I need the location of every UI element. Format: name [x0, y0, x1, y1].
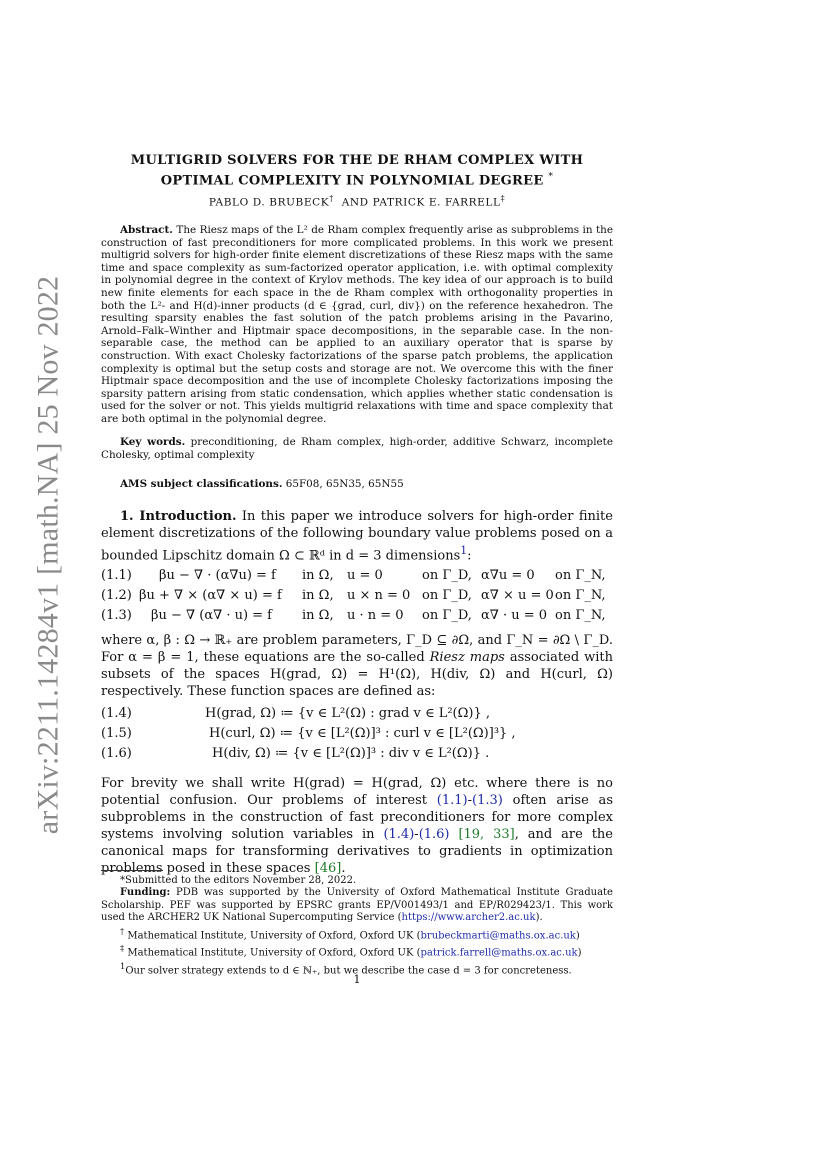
arxiv-identifier[interactable]: arXiv:2211.14284v1 [math.NA] 25 Nov 2022 — [31, 275, 64, 835]
title-line-1: MULTIGRID SOLVERS FOR THE DE RHAM COMPLEX WITH — [130, 153, 584, 168]
equation-number: (1.3) — [101, 608, 132, 623]
abstract-label: Abstract. — [120, 224, 173, 236]
citation-19-33[interactable]: [19, 33] — [458, 827, 515, 842]
space-definition: H(div, Ω) ≔ {v ∈ [L²(Ω)]³ : div v ∈ L²(Ω)} . — [212, 746, 490, 761]
email-farrell-link[interactable]: patrick.farrell@maths.ox.ac.uk — [420, 947, 578, 959]
intro-tail: : — [467, 548, 472, 564]
page-number: 1 — [353, 973, 361, 986]
footnote-funding — [101, 887, 613, 924]
footnote-1-text: Our solver strategy extends to d ∈ ℕ₊, but we describe the case d = 3 for concreteness. — [125, 965, 572, 977]
author-1-mark: † — [329, 194, 334, 203]
equation-number: (1.4) — [101, 706, 132, 721]
para3-text-1: For brevity we shall write H(grad) = H(grad, Ω) etc. where there is no potential confusion. Our problems of interest — [101, 776, 613, 808]
equation-bc-1: u × n = 0 — [347, 588, 411, 603]
equation-1-5 — [101, 726, 613, 746]
footnote-affiliation-1 — [101, 925, 613, 943]
affiliation-1-close: ) — [575, 929, 580, 941]
para2-emphasis: Riesz maps — [429, 650, 505, 665]
author-2-mark: ‡ — [500, 194, 506, 203]
space-definition: H(grad, Ω) ≔ {v ∈ L²(Ω) : grad v ∈ L²(Ω)} , — [205, 706, 491, 721]
space-definition: H(curl, Ω) ≔ {v ∈ [L²(Ω)]³ : curl v ∈ [L²(Ω)]³} , — [209, 726, 516, 741]
equation-bound-2: on Γ_N, — [555, 568, 606, 583]
equation-bc-1: u = 0 — [347, 568, 383, 583]
equation-lhs: βu + ∇ × (α∇ × u) = f — [139, 588, 282, 603]
author-and: AND — [341, 196, 369, 209]
equation-domain: in Ω, — [302, 588, 334, 603]
equation-number: (1.6) — [101, 746, 132, 761]
equation-domain: in Ω, — [302, 568, 334, 583]
para2-text-1: where α, β : Ω → ℝ₊ are problem parameters, Γ_D ⊆ ∂Ω, and Γ_N = ∂Ω \ Γ_D. For α = β = 1, these equations are the so-called — [101, 633, 613, 665]
eq-ref-1-4[interactable]: (1.4) — [383, 827, 415, 842]
equation-1-2 — [101, 588, 613, 608]
para3-text-3: , and are the canonical maps for transforming derivatives to gradients in optimization problems posed in these spaces — [101, 827, 613, 876]
affiliation-1-mark: † — [120, 925, 125, 936]
equation-number: (1.1) — [101, 568, 132, 583]
abstract — [101, 224, 613, 426]
equation-number: (1.5) — [101, 726, 132, 741]
ams-classifications — [101, 478, 613, 491]
equation-bc-2: α∇u = 0 — [481, 568, 535, 583]
ref-dash: - — [414, 827, 419, 842]
equation-lhs: βu − ∇ (α∇ · u) = f — [151, 608, 272, 623]
equation-bc-2: α∇ · u = 0 — [481, 608, 548, 623]
eq-ref-1-1[interactable]: (1.1) — [436, 793, 468, 808]
riesz-maps-paragraph — [101, 632, 613, 700]
author-1: PABLO D. BRUBECK — [208, 196, 330, 209]
equation-lhs: βu − ∇ · (α∇u) = f — [159, 568, 276, 583]
footnote-submitted: *Submitted to the editors November 28, 2022. — [120, 875, 357, 886]
ams-label: AMS subject classifications. — [120, 478, 283, 490]
footnote-1-link[interactable]: 1 — [460, 544, 468, 557]
footnote-divider — [101, 870, 163, 871]
equation-bound-1: on Γ_D, — [422, 608, 472, 623]
brevity-paragraph — [101, 775, 613, 877]
equation-domain: in Ω, — [302, 608, 334, 623]
eq-ref-1-3[interactable]: (1.3) — [472, 793, 503, 808]
archer2-link[interactable]: https://www.archer2.ac.uk — [401, 912, 536, 924]
affiliation-2-close: ) — [577, 947, 582, 959]
equation-bound-1: on Γ_D, — [422, 588, 472, 603]
footnote-affiliation-2 — [101, 942, 613, 960]
citation-46[interactable]: [46] — [314, 861, 342, 876]
arxiv-stamp — [28, 245, 68, 865]
author-2: PATRICK E. FARRELL — [372, 196, 501, 209]
funding-end: ). — [535, 912, 543, 924]
equation-bc-2: α∇ × u = 0 — [481, 588, 554, 603]
eq-ref-1-6[interactable]: (1.6) — [418, 827, 450, 842]
keywords-label: Key words. — [120, 436, 186, 448]
function-space-definitions — [101, 706, 613, 766]
affiliation-2-mark: ‡ — [120, 943, 125, 954]
title-line-2: OPTIMAL COMPLEXITY IN POLYNOMIAL DEGREE — [160, 173, 544, 189]
introduction-paragraph — [101, 508, 613, 564]
intro-text: In this paper we introduce solvers for high-order finite element discretizations of the following boundary value problems posed on a bounded Lipschitz domain Ω ⊂ ℝᵈ in d = 3 dimensions — [101, 509, 613, 564]
para2-text-2: associated with subsets of the spaces H(grad, Ω) = H¹(Ω), H(div, Ω) and H(curl, Ω) respectively. These function spaces are defined as: — [101, 650, 614, 699]
para3-text-4: . — [341, 861, 346, 876]
equation-1-4 — [101, 706, 613, 726]
ams-text: 65F08, 65N35, 65N55 — [285, 478, 404, 490]
equation-bound-2: on Γ_N, — [555, 588, 606, 603]
equation-1-1 — [101, 568, 613, 588]
footnote-1-mark: 1 — [120, 961, 126, 972]
title-footnote-mark: * — [548, 172, 554, 182]
equation-1-6 — [101, 746, 613, 766]
funding-label: Funding: — [120, 887, 171, 899]
keywords-text: preconditioning, de Rham complex, high-order, additive Schwarz, incomplete Cholesky, optimal complexity — [101, 436, 613, 461]
funding-text: PDB was supported by the University of Oxford Mathematical Institute Graduate Scholarship. PEF was supported by EPSRC grants EP/V001493/1 and EP/R029423/1. This work used the ARCHER2 UK National Supercomputing Service ( — [101, 887, 613, 924]
paper-title — [100, 152, 614, 189]
equation-number: (1.2) — [101, 588, 132, 603]
affiliation-2-text: Mathematical Institute, University of Oxford, Oxford UK ( — [127, 947, 421, 959]
equation-bound-1: on Γ_D, — [422, 568, 472, 583]
para3-text-2: often arise as subproblems in the construction of fast preconditioners for more complex systems involving solution variables in — [101, 793, 613, 842]
equation-1-3 — [101, 608, 613, 628]
abstract-text: The Riesz maps of the L² de Rham complex frequently arise as subproblems in the construction of fast preconditioners for more complicated problems. In this work we present multigrid solvers for high-order finite element discretizations of these Riesz maps with the same time and space complexity as sum-factorized operator application, i.e. with optimal complexity in polynomial degree in the context of Krylov methods. The key idea of our approach is to build new finite elements for each space in the de Rham complex with orthogonality properties in both the L²- and H(d)-inner products (d ∈ {grad, curl, div}) on the reference hexahedron. The resulting sparsity enables the fast solution of the patch problems arising in the Pavarino, Arnold–Falk–Winther and Hiptmair space decompositions, in the separable case. In the non-separable case, the method can be applied to an auxiliary operator that is sparse by construction. With exact Cholesky factorizations of the sparse patch problems, the application complexity is optimal but the setup costs and storage are not. We overcome this with the finer Hiptmair space decomposition and the use of incomplete Cholesky factorizations imposing the sparsity pattern arising from static condensation, which applies whether static condensation is used for the solver or not. This yields multigrid relaxations with time and space complexity that are both optimal in the polynomial degree. — [101, 224, 613, 425]
boundary-value-problems — [101, 568, 613, 628]
equation-bound-2: on Γ_N, — [555, 608, 606, 623]
author-list — [100, 194, 614, 209]
affiliation-1-text: Mathematical Institute, University of Oxford, Oxford UK ( — [127, 929, 421, 941]
ref-dash: - — [467, 793, 473, 808]
email-brubeck-link[interactable]: brubeckmarti@maths.ox.ac.uk — [420, 929, 576, 941]
section-heading: 1. Introduction. — [120, 509, 237, 524]
keywords — [101, 436, 613, 461]
footnotes — [101, 875, 613, 978]
equation-bc-1: u · n = 0 — [347, 608, 404, 623]
